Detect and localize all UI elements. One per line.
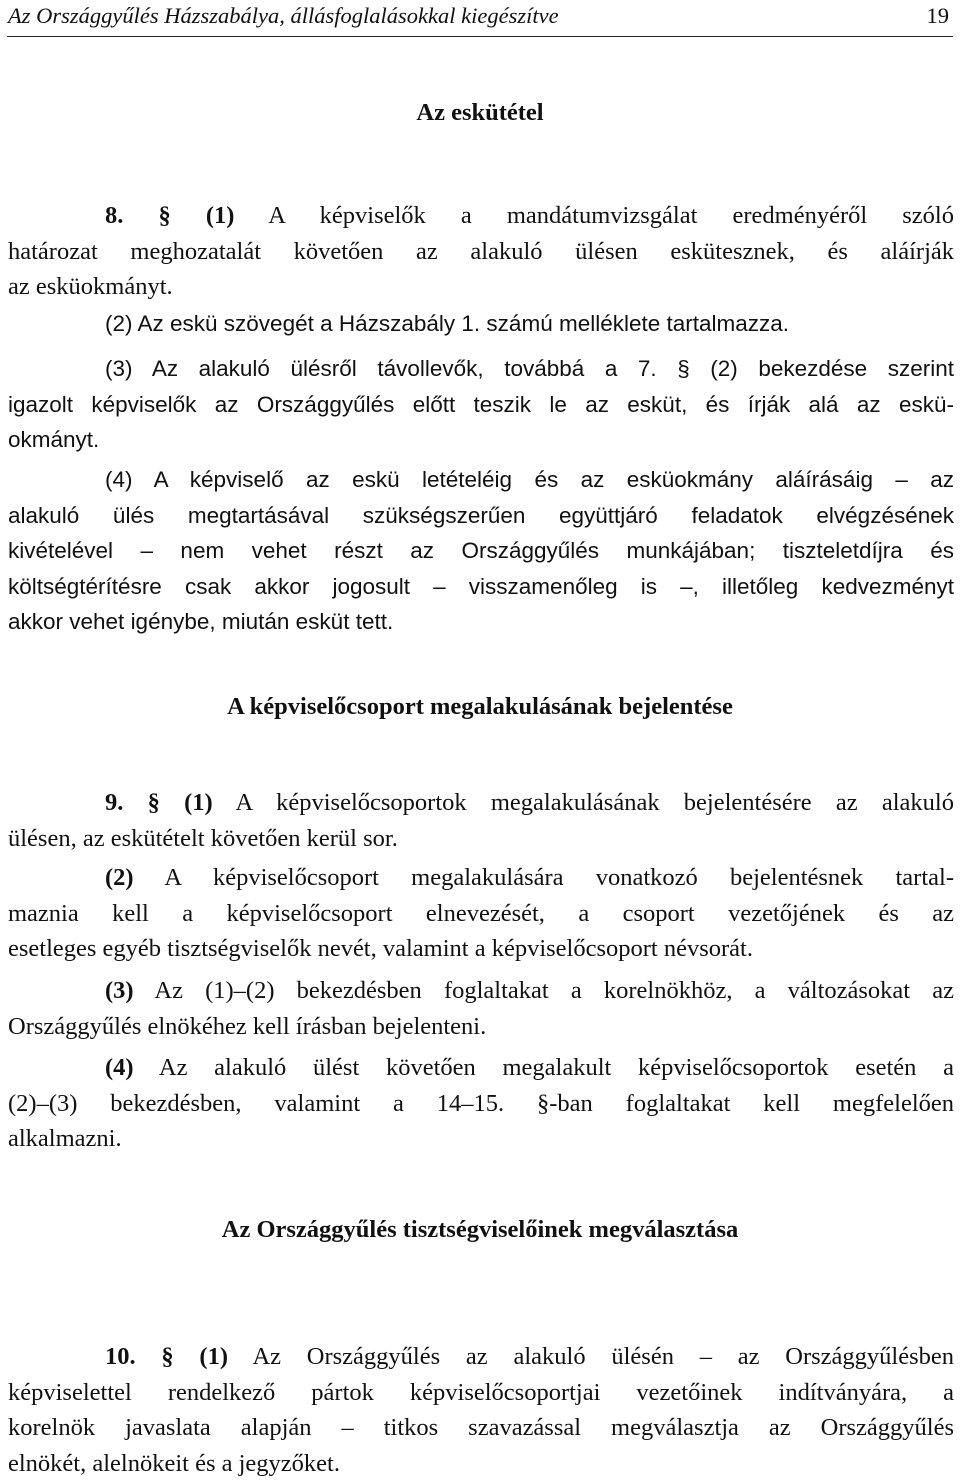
paragraph-8-2 bbox=[8, 306, 954, 342]
section-number-8: 8. § (1) bbox=[105, 202, 234, 229]
subsection-number: (2) bbox=[105, 864, 134, 891]
paragraph-line: igazolt képviselők az Országgyűlés előtt teszik le az esküt, és írják alá az eskü- bbox=[8, 387, 954, 423]
paragraph-line: határozat meghozatalát követően az alakuló ülésen eskütesznek, és aláírják bbox=[8, 234, 954, 270]
paragraph-8-3 bbox=[8, 351, 954, 458]
paragraph-text: A képviselőcsoport megalakulására vonatkozó bejelentésnek tartal- bbox=[164, 864, 954, 891]
paragraph-8-4 bbox=[8, 462, 954, 640]
running-header bbox=[7, 0, 953, 37]
section-number-10: 10. § (1) bbox=[105, 1343, 228, 1370]
paragraph-line: korelnök javaslata alapján – titkos szavazással megválasztja az Országgyűlés bbox=[8, 1410, 954, 1446]
paragraph-9-4 bbox=[8, 1050, 954, 1157]
paragraph-10-1 bbox=[8, 1339, 954, 1481]
paragraph-line: (4) A képviselő az eskü letételéig és az esküokmány aláírásáig – az bbox=[8, 462, 954, 498]
paragraph-line: elnökét, alelnökeit és a jegyzőket. bbox=[8, 1446, 954, 1481]
paragraph-line: ülésen, az eskütételt követően kerül sor. bbox=[8, 821, 954, 857]
paragraph-line: akkor vehet igénybe, miután esküt tett. bbox=[8, 604, 954, 640]
paragraph-9-1 bbox=[8, 785, 954, 856]
paragraph-9-2 bbox=[8, 860, 954, 967]
paragraph-line: maznia kell a képviselőcsoport elnevezését, a csoport vezetőjének és az bbox=[8, 896, 954, 932]
paragraph-line: alakuló ülés megtartásával szükségszerűen együttjáró feladatok elvégzésének bbox=[8, 498, 954, 534]
paragraph-text: A képviselőcsoportok megalakulásának bejelentésére az alakuló bbox=[236, 789, 954, 816]
paragraph-line: az esküokmányt. bbox=[8, 269, 954, 305]
section-heading-tisztsegviselok: Az Országgyűlés tisztségviselőinek megválasztása bbox=[0, 1215, 960, 1245]
section-heading-eskutetel: Az eskütétel bbox=[0, 98, 960, 128]
section-heading-kepviselocsoport: A képviselőcsoport megalakulásának bejelentése bbox=[0, 692, 960, 722]
paragraph-line: alkalmazni. bbox=[8, 1121, 954, 1157]
paragraph-line: Országgyűlés elnökéhez kell írásban bejelenteni. bbox=[8, 1009, 954, 1045]
paragraph-line: kivételével – nem vehet részt az Országgyűlés munkájában; tiszteletdíjra és bbox=[8, 533, 954, 569]
section-number-9: 9. § (1) bbox=[105, 789, 213, 816]
paragraph-line: okmányt. bbox=[8, 422, 954, 458]
paragraph-text: Az (1)–(2) bekezdésben foglaltakat a korelnökhöz, a változásokat az bbox=[154, 977, 954, 1004]
paragraph-line: képviselettel rendelkező pártok képviselőcsoportjai vezetőinek indítványára, a bbox=[8, 1375, 954, 1411]
paragraph-line: költségtérítésre csak akkor jogosult – visszamenőleg is –, illetőleg kedvezményt bbox=[8, 569, 954, 605]
paragraph-9-3 bbox=[8, 973, 954, 1044]
paragraph-line: (2) Az eskü szövegét a Házszabály 1. számú melléklete tartalmazza. bbox=[8, 306, 954, 342]
paragraph-line: (3) Az alakuló ülésről távollevők, továbbá a 7. § (2) bekezdése szerint bbox=[8, 351, 954, 387]
paragraph-line: esetleges egyéb tisztségviselők nevét, valamint a képviselőcsoport névsorát. bbox=[8, 931, 954, 967]
page-number: 19 bbox=[927, 2, 950, 30]
running-title: Az Országgyűlés Házszabálya, állásfoglalásokkal kiegészítve bbox=[8, 2, 559, 30]
subsection-number: (4) bbox=[105, 1054, 134, 1081]
paragraph-text: Az alakuló ülést követően megalakult képviselőcsoportok esetén a bbox=[159, 1054, 954, 1081]
paragraph-text: A képviselők a mandátumvizsgálat eredményéről szóló bbox=[268, 202, 954, 229]
paragraph-line: (2)–(3) bekezdésben, valamint a 14–15. §-ban foglaltakat kell megfelelően bbox=[8, 1086, 954, 1122]
subsection-number: (3) bbox=[105, 977, 134, 1004]
paragraph-text: Az Országgyűlés az alakuló ülésén – az Országgyűlésben bbox=[252, 1343, 954, 1370]
paragraph-8-1 bbox=[8, 198, 954, 305]
